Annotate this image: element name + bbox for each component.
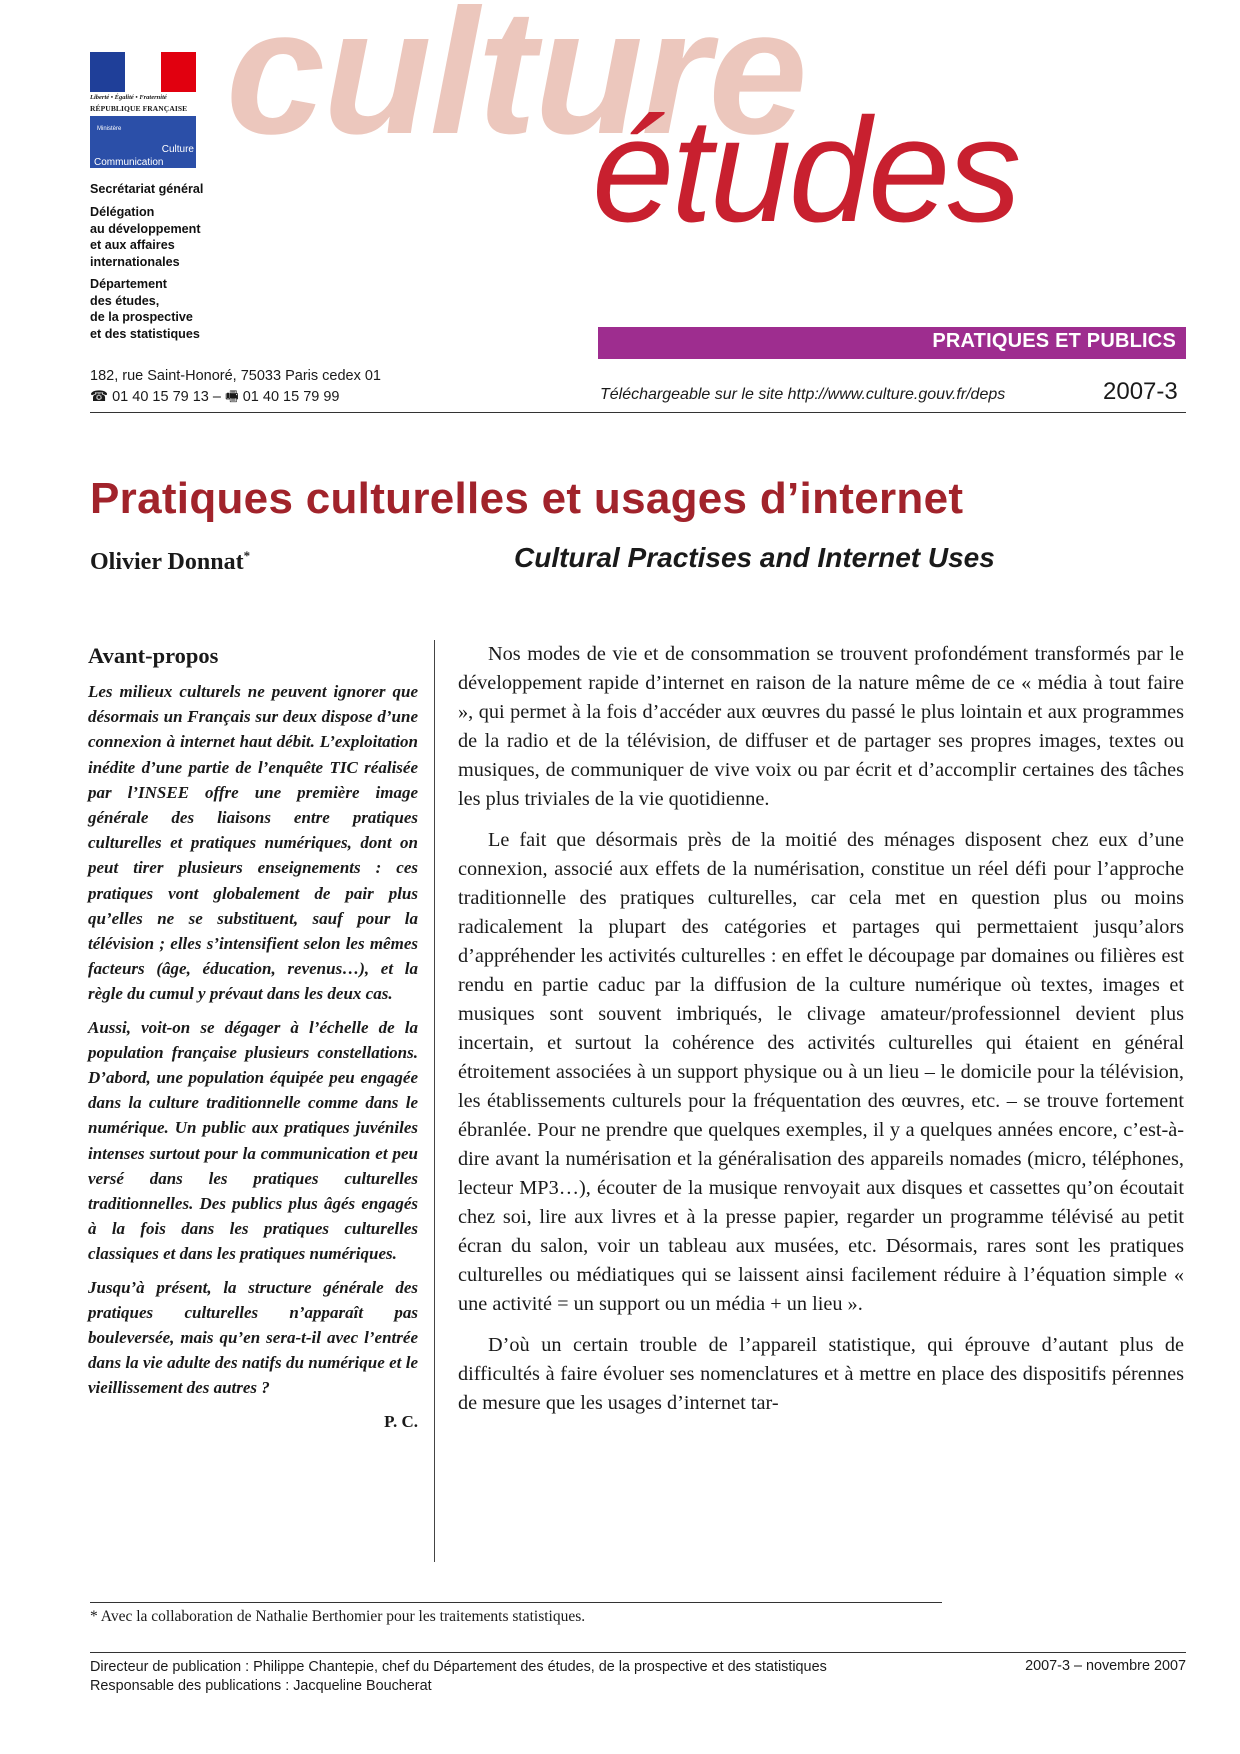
publication-credits <box>90 1658 827 1696</box>
phone-number: 01 40 15 79 13 – <box>112 389 221 405</box>
secretariat-label: Secrétariat général <box>90 182 204 196</box>
delegation-line: au développement <box>90 221 201 236</box>
english-title: Cultural Practises and Internet Uses <box>514 542 995 573</box>
delegation-line: et aux affaires <box>90 238 175 252</box>
phone-icon: ☎ <box>90 389 109 405</box>
header-divider <box>90 412 1186 413</box>
masthead-etudes: études <box>592 88 1019 253</box>
section-label: PRATIQUES ET PUBLICS <box>932 330 1176 352</box>
page-title: Pratiques culturelles et usages d’internet <box>90 474 964 523</box>
republic-motto: Liberté • Égalité • Fraternité <box>90 94 167 101</box>
ministry-communication-label: Communication <box>94 157 164 168</box>
edition-date: 2007-3 – novembre 2007 <box>1025 1658 1186 1674</box>
delegation-line: internationales <box>90 254 180 269</box>
address-line: 182, rue Saint-Honoré, 75033 Paris cedex 01 <box>90 368 381 384</box>
department-line: et des statistiques <box>90 326 200 341</box>
footnote-divider <box>90 1602 942 1603</box>
footer-divider <box>90 1652 1186 1653</box>
foreword-paragraph: Jusqu’à présent, la structure générale des pratiques culturelles n’apparaît pas bouleversée, mais qu’en sera-t-il avec l’entrée dans la vie adulte des natifs du numérique et le vieillissement des autres ? <box>88 1277 418 1398</box>
director-credit: Directeur de publication : Philippe Chantepie, chef du Département des études, de la prospective et des statistiques <box>90 1659 827 1675</box>
delegation-line: Délégation <box>90 205 155 219</box>
footnote: * Avec la collaboration de Nathalie Berthomier pour les traitements statistiques. <box>90 1608 586 1625</box>
department-line: des études, <box>90 293 160 308</box>
ministry-logo <box>90 52 196 168</box>
department-block <box>90 276 200 342</box>
body-paragraph: D’où un certain trouble de l’appareil statistique, qui éprouve d’autant plus de difficultés à faire évoluer ses nomenclatures et à mettre en place des dispositifs pérennes de mesure que les usages d’internet tar- <box>458 1334 1184 1414</box>
issue-number: 2007-3 <box>1103 378 1178 405</box>
foreword-paragraph: Aussi, voit-on se dégager à l’échelle de la population française plusieurs constellations. D’abord, une population équipée peu engagée dans la culture traditionnelle comme dans le numérique. Un public aux pratiques juvéniles intenses surtout pour la communication et peu versé dans les pratiques culturelles traditionnelles. Des publics plus âgés engagés à la fois dans les pratiques culturelles classiques et dans les pratiques numériques. <box>88 1017 418 1264</box>
delegation-block <box>90 204 201 270</box>
department-line: de la prospective <box>90 310 193 324</box>
republic-name: RÉPUBLIQUE FRANÇAISE <box>90 104 188 113</box>
fax-number: 01 40 15 79 99 <box>242 389 340 405</box>
phone-line <box>90 387 381 408</box>
foreword-paragraph: Les milieux culturels ne peuvent ignorer que désormais un Français sur deux dispose d’une connexion à internet haut débit. L’exploitation inédite d’une partie de l’enquête TIC réalisée par l’INSEE offre une première image générale des liaisons entre pratiques culturelles et pratiques numériques, dont on peut tirer plusieurs enseignements : ces pratiques vont globalement de pair plus qu’elles ne se substituent, sauf pour la télévision ; elles s’intensifient selon les mêmes facteurs (âge, éducation, revenus…), et la règle du cumul y prévaut dans les deux cas. <box>88 682 418 1004</box>
contact-block <box>90 366 381 408</box>
foreword-heading: Avant-propos <box>88 643 219 668</box>
body-paragraph: Nos modes de vie et de consommation se trouvent profondément transformés par le développement rapide d’internet en raison de la nature même de ce « média à tout faire », qui permet à la fois d’accéder aux œuvres du passé le plus lointain et aux programmes de la radio et de la télévision, de diffuser et de partager ses propres images, textes ou musiques, de communiquer de vive voix ou par écrit et d’accomplir certaines des tâches les plus triviales de la vie quotidienne. <box>458 643 1184 810</box>
department-line: Département <box>90 277 167 291</box>
article-body <box>458 640 1184 1430</box>
body-paragraph: Le fait que désormais près de la moitié des ménages disposent chez eux d’une connexion, associé aux effets de la numérisation, constitue un réel défi pour l’approche traditionnelle des pratiques culturelles, car cela met en question plus ou moins radicalement la plupart des catégories et partages qui permettaient jusqu’alors d’appréhender les activités culturelles : en effet le découpage par domaines ou filières est rendu en partie caduc par la diffusion de la culture numérique où textes, images et musiques sont souvent imbriqués, le clivage amateur/professionnel devient plus incertain, et surtout la cohérence des activités culturelles qui étaient en général étroitement associées à un support physique ou à un lieu – le domicile pour la télévision, les établissements culturels pour la fréquentation des œuvres, etc. – se trouve fortement ébranlée. Pour ne prendre que quelques exemples, il y a quelques années encore, c’est-à-dire avant la numérisation et la généralisation des appareils nomades (micro, téléphones, lecteur MP3…), écouter de la musique renvoyait aux disques et cassettes qu’on écoutait chez soi, lire aux livres et à la presse papier, regarder un programme télévisé au petit écran du salon, voir un tableau aux musées, etc. Désormais, rares sont les pratiques culturelles ou médiatiques qui se laissent ainsi facilement réduire à l’équation simple « une activité = un support ou un média + un lieu ». <box>458 829 1184 1315</box>
column-divider <box>434 640 435 1562</box>
manager-credit: Responsable des publications : Jacqueline Boucherat <box>90 1678 432 1694</box>
masthead-culture: culture <box>226 0 806 171</box>
ministry-culture-label: Culture <box>161 144 194 155</box>
author-footnote-mark: * <box>243 548 251 563</box>
ministry-label: Ministère <box>97 126 122 132</box>
author-name <box>90 548 250 576</box>
ministry-block <box>90 116 196 168</box>
marianne-flag <box>90 52 196 92</box>
section-banner <box>598 327 1186 359</box>
fax-icon: 🖷 <box>224 389 239 405</box>
author-text: Olivier Donnat <box>90 549 244 575</box>
download-note: Téléchargeable sur le site http://www.culture.gouv.fr/deps <box>600 386 1006 403</box>
foreword-sidebar <box>88 643 418 1442</box>
foreword-signature: P. C. <box>384 1411 418 1431</box>
